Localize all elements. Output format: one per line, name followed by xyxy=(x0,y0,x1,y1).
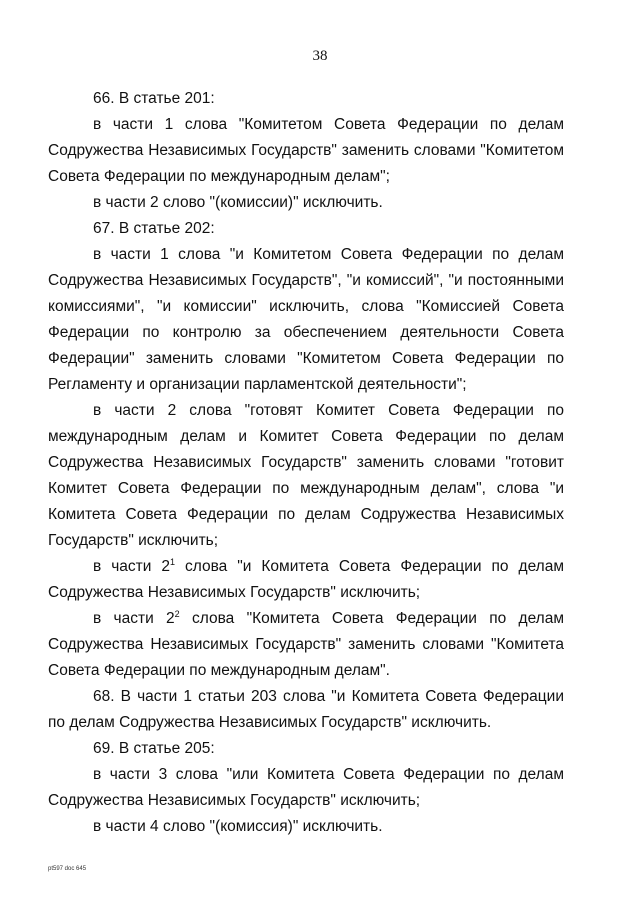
item-69-part3: в части 3 слова "или Комитета Совета Федерации по делам Содружества Независимых Государств" исключить; xyxy=(48,766,564,809)
item-69-heading: 69. В статье 205: xyxy=(93,740,215,757)
item-66-part1: в части 1 слова "Комитетом Совета Федерации по делам Содружества Независимых Государств" заменить словами "Комитетом Совета Федерации по международным делам"; xyxy=(48,116,564,185)
document-footer-code: pt597 doc 645 xyxy=(48,866,87,872)
item-69-part4: в части 4 слово "(комиссия)" исключить. xyxy=(93,818,383,835)
item-67-part2: в части 2 слова "готовят Комитет Совета Федерации по международным делам и Комитет Совета Федерации по делам Содружества Независимых Государств" заменить словами "готовит Комитет Совета Федерации по международным делам", слова "и Комитета Совета Федерации по делам Содружества Независимых Государств" исключить; xyxy=(48,402,564,549)
item-66-heading: 66. В статье 201: xyxy=(93,90,215,107)
part21-superscript: 1 xyxy=(170,557,176,567)
item-67-part1: в части 1 слова "и Комитетом Совета Федерации по делам Содружества Независимых Государств", "и комиссий", "и постоянными комиссиями", "и комиссии" исключить, слова "Комиссией Совета Федерации по контролю за обеспечением деятельности Совета Федерации" заменить словами "Комитетом Совета Федерации по Регламенту и организации парламентской деятельности"; xyxy=(48,246,564,393)
part21-after: слова "и Комитета Совета Федерации по делам Содружества Независимых Государств" исключить; xyxy=(48,558,564,601)
item-67-part2-1 xyxy=(48,554,564,606)
item-68: 68. В части 1 статьи 203 слова "и Комитета Совета Федерации по делам Содружества Независимых Государств" исключить. xyxy=(48,688,564,731)
part21-before: в части 2 xyxy=(93,558,171,575)
document-body xyxy=(48,86,564,840)
page-number: 38 xyxy=(312,48,328,64)
part22-superscript: 2 xyxy=(174,609,180,619)
item-66-part2: в части 2 слово "(комиссии)" исключить. xyxy=(93,194,383,211)
item-67-part2-2 xyxy=(48,606,564,684)
item-67-heading: 67. В статье 202: xyxy=(93,220,215,237)
part22-after: слова "Комитета Совета Федерации по делам Содружества Независимых Государств" заменить словами "Комитета Совета Федерации по международным делам". xyxy=(48,610,564,679)
part22-before: в части 2 xyxy=(93,610,175,627)
